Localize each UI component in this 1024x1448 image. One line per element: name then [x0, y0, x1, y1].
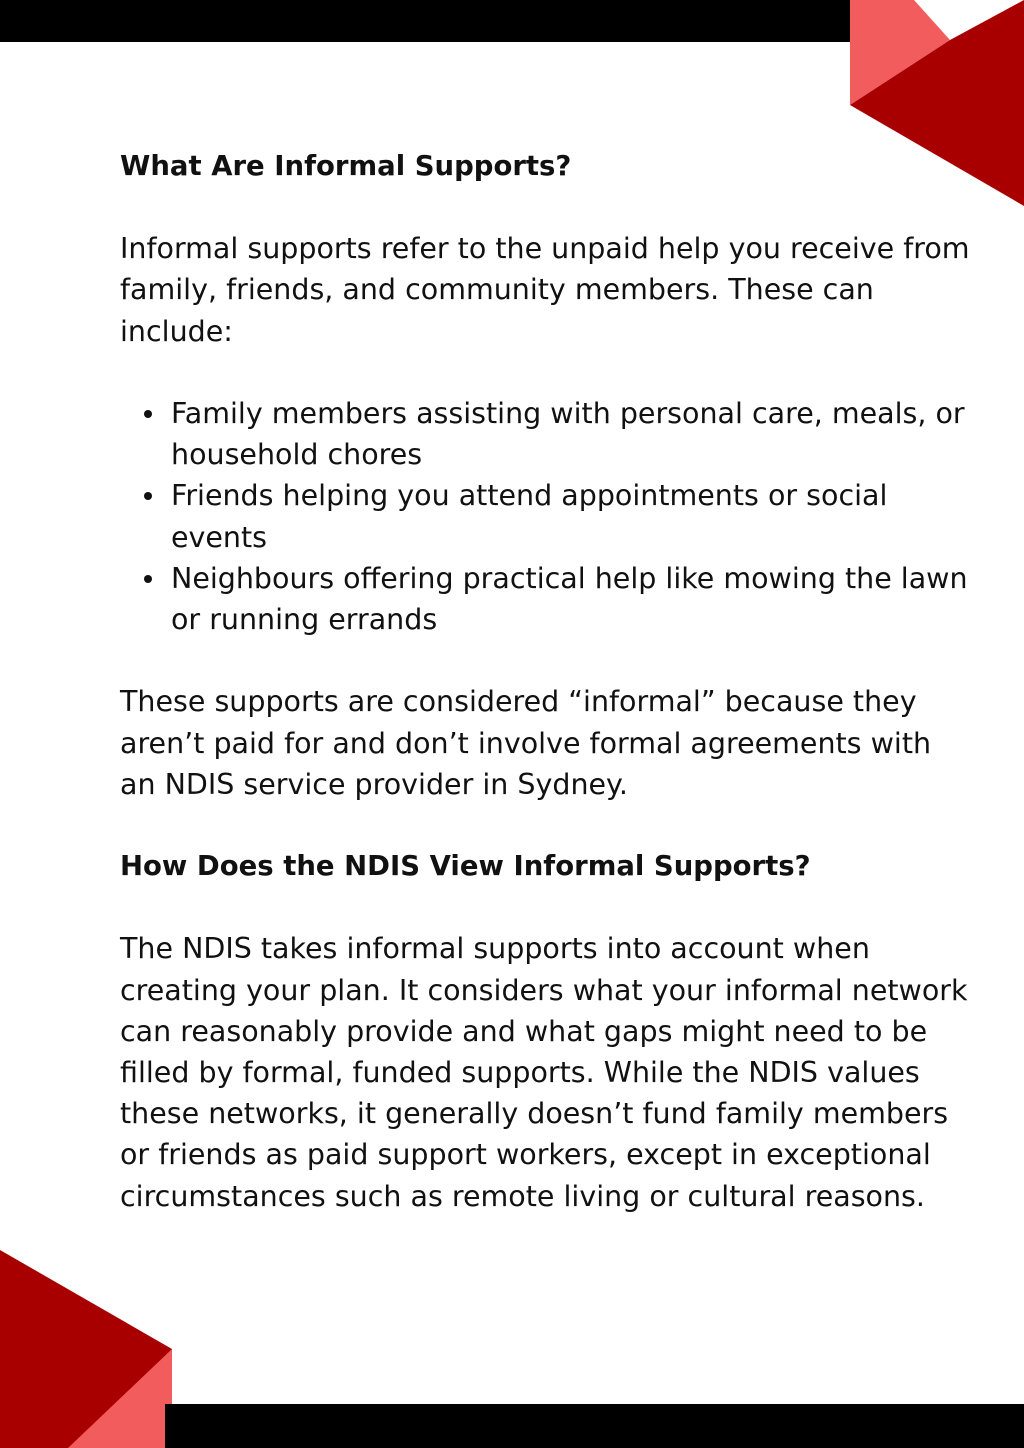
informal-supports-list	[120, 393, 970, 640]
list-item: Friends helping you attend appointments or social events	[171, 475, 970, 557]
spacer	[120, 805, 970, 846]
spacer	[120, 640, 970, 681]
spacer	[120, 352, 970, 393]
section-heading-ndis-view: How Does the NDIS View Informal Supports?	[120, 850, 811, 883]
bottom-left-corner-decoration	[0, 1250, 172, 1448]
intro-paragraph: Informal supports refer to the unpaid help you receive from family, friends, and community members. These can include:	[120, 232, 970, 348]
bottom-decorative-bar	[165, 1404, 1024, 1448]
spacer	[120, 187, 970, 228]
top-decorative-bar	[0, 0, 860, 42]
list-item: Neighbours offering practical help like mowing the lawn or running errands	[171, 558, 970, 640]
list-item: Family members assisting with personal care, meals, or household chores	[171, 393, 970, 475]
article-content	[120, 146, 970, 1217]
ndis-view-paragraph: The NDIS takes informal supports into account when creating your plan. It considers what your informal network can reasonably provide and what gaps might need to be filled by formal, funded supports. While the NDIS values these networks, it generally doesn’t fund family members or friends as paid support workers, except in exceptional circumstances such as remote living or cultural reasons.	[120, 932, 968, 1213]
closing-paragraph: These supports are considered “informal” because they aren’t paid for and don’t involve formal agreements with an NDIS service provider in Sydney.	[120, 685, 932, 801]
spacer	[120, 887, 970, 928]
section-heading-informal-supports: What Are Informal Supports?	[120, 150, 572, 182]
